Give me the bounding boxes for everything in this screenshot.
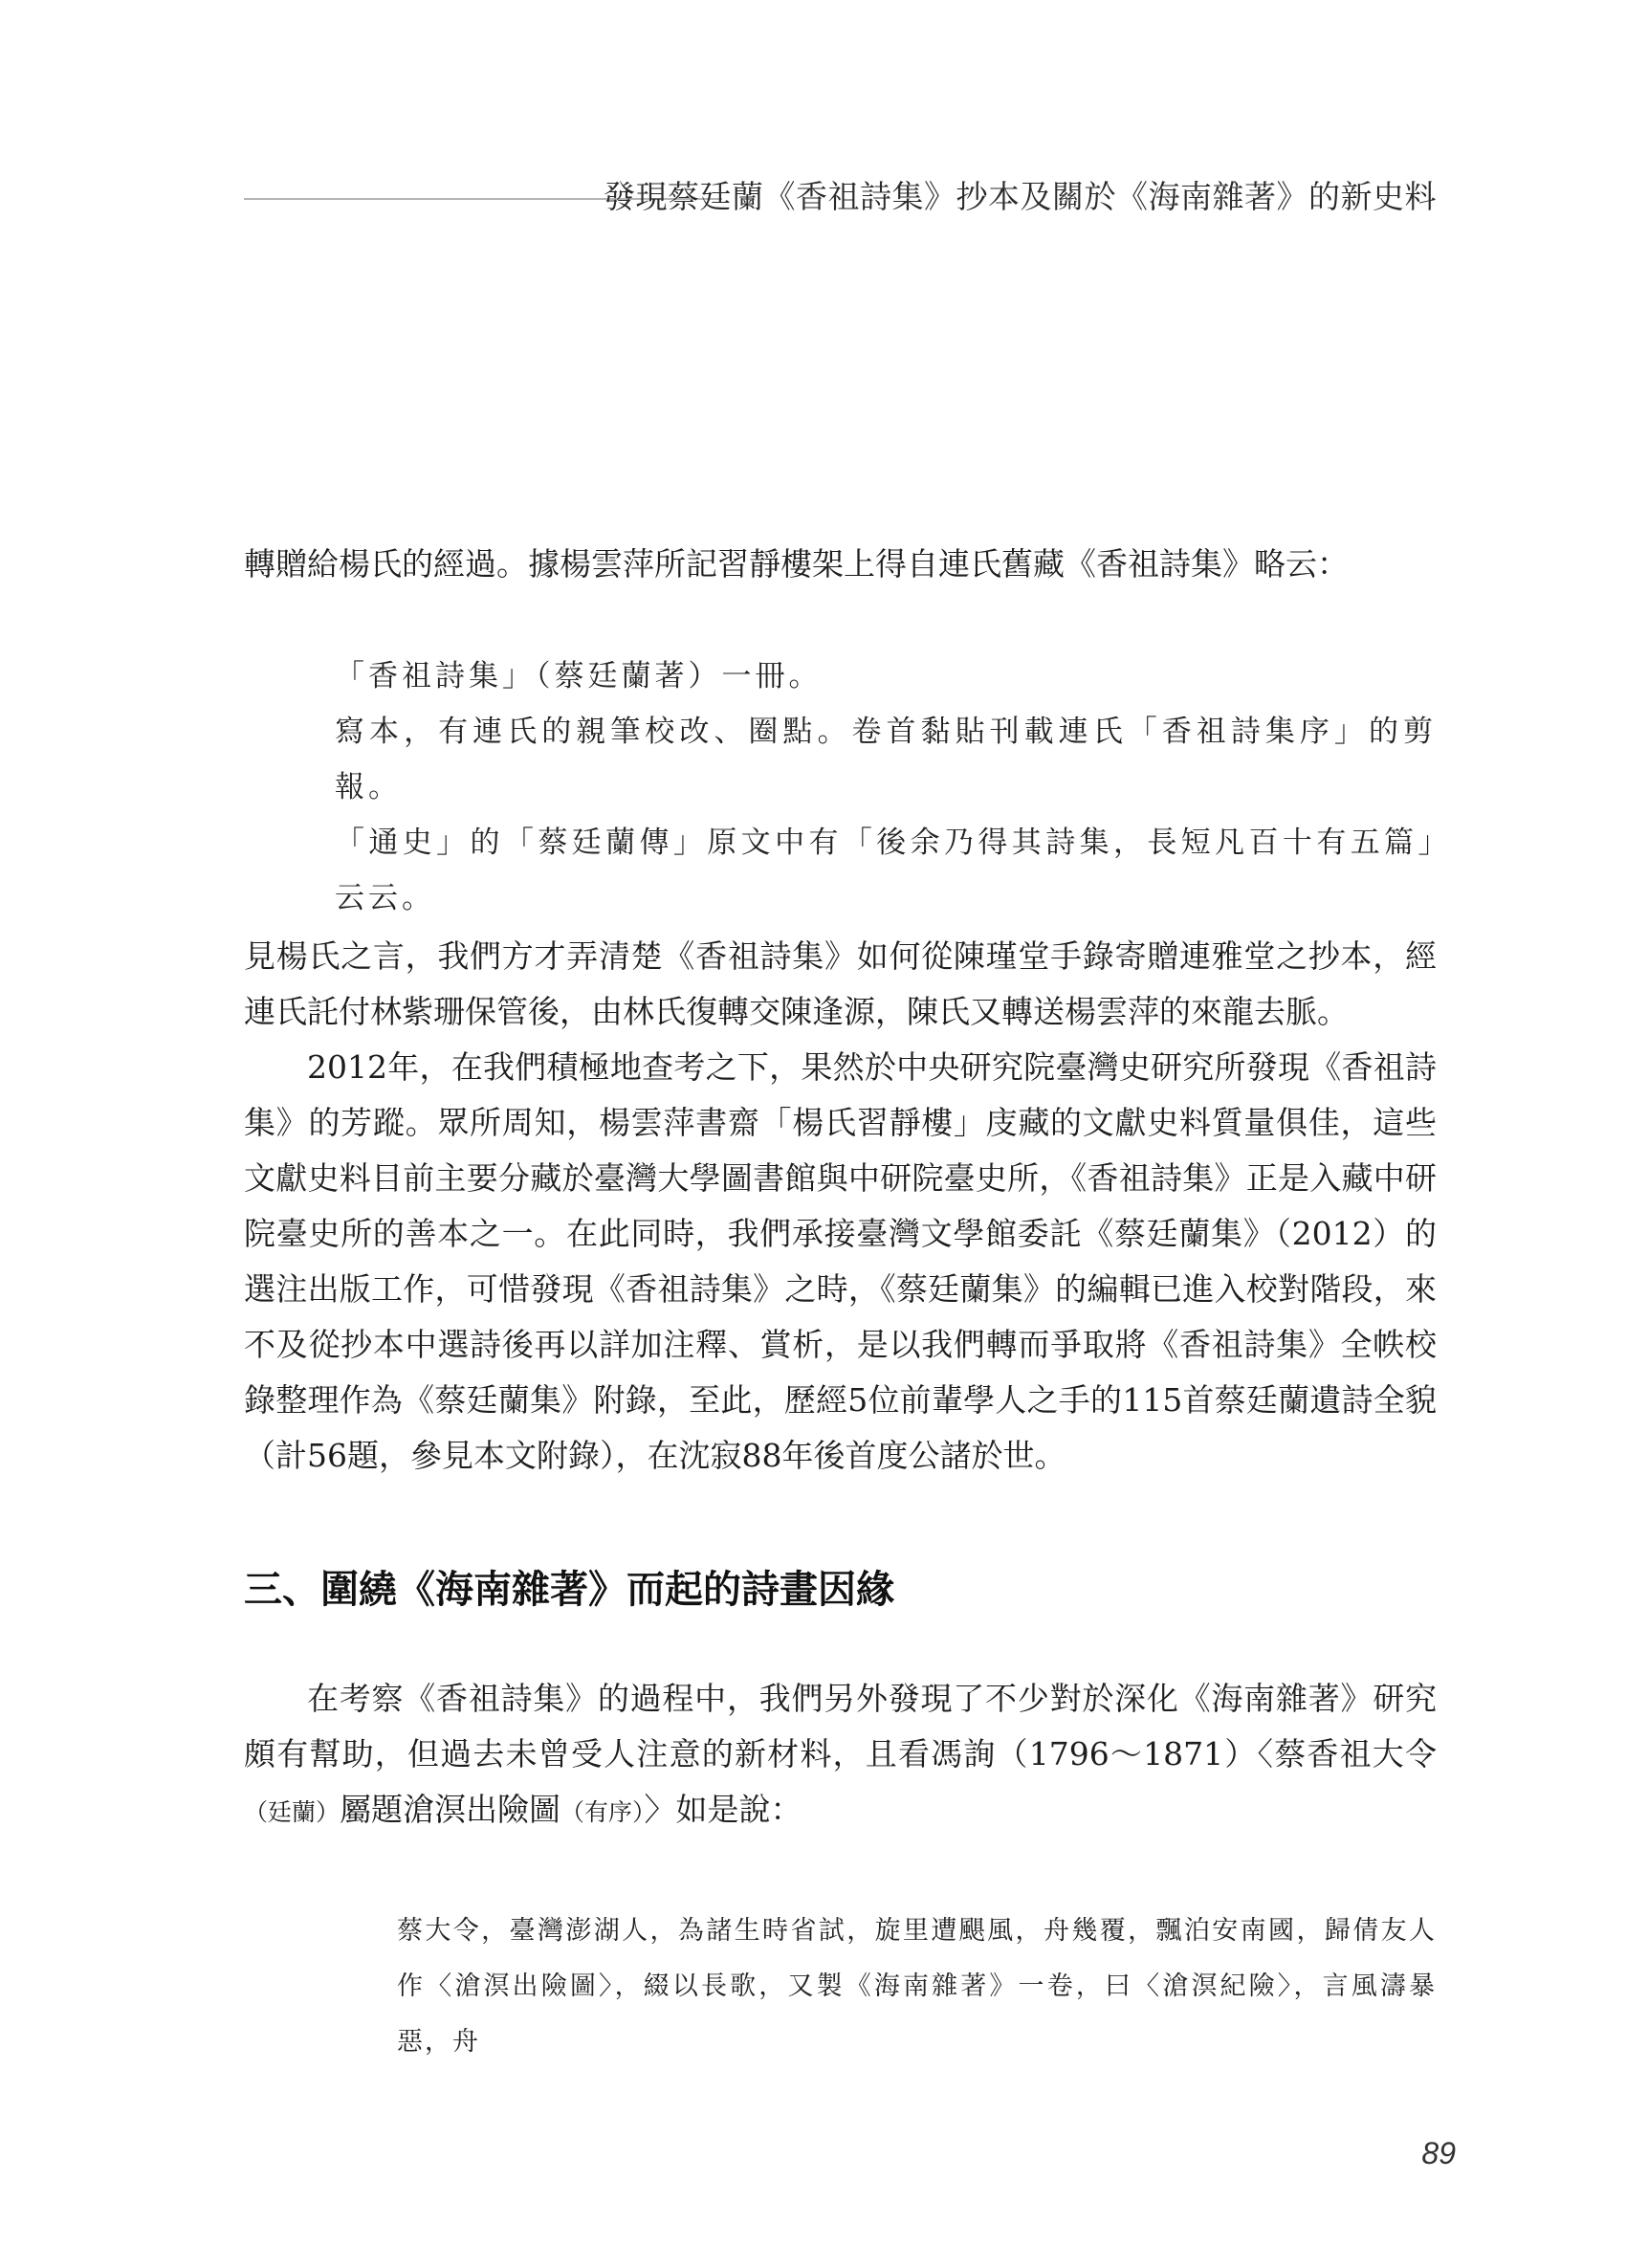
quote-line-3: 「通史」的「蔡廷蘭傳」原文中有「後余乃得其詩集，長短凡百十有五篇」云云。: [335, 826, 1437, 915]
paragraph-2: 見楊氏之言，我們方才弄清楚《香祖詩集》如何從陳瑾堂手錄寄贈連雅堂之抄本，經連氏託付林紫珊保管後，由林氏復轉交陳逢源，陳氏又轉送楊雲萍的來龍去脈。: [244, 937, 1437, 1030]
running-title: 發現蔡廷蘭《香祖詩集》抄本及關於《海南雜著》的新史料: [604, 178, 1437, 215]
paragraph-intro: [244, 537, 1437, 592]
intro-line: 轉贈給楊氏的經過。據楊雲萍所記習靜樓架上得自連氏舊藏《香祖詩集》略云：: [244, 545, 1349, 583]
block-quote-yang: [335, 649, 1437, 926]
p4-mid: 屬題滄溟出險圖: [340, 1791, 561, 1828]
block-quote-feng: 蔡大令，臺灣澎湖人，為諸生時省試，旋里遭颶風，舟幾覆，飄泊安南國，歸倩友人作〈滄溟出險圖〉，綴以長歌，又製《海南雜著》一卷，曰〈滄溟紀險〉，言風濤暴惡，舟: [397, 1916, 1437, 2057]
body-section: [244, 929, 1437, 1484]
p4-note-2: （有序）: [560, 1798, 645, 1826]
section-heading: 三、圍繞《海南雜著》而起的詩畫因緣: [244, 1568, 894, 1612]
p4-main: 在考察《香祖詩集》的過程中，我們另外發現了不少對於深化《海南雜著》研究頗有幫助，但過去未曾受人注意的新材料，且看馮詢（1796～1871）〈蔡香祖大令: [244, 1680, 1437, 1773]
paragraph-4: [244, 1671, 1437, 1840]
p4-note-1: （廷蘭）: [244, 1798, 341, 1826]
page-number: 89: [1421, 2136, 1456, 2170]
p4-end: 〉如是說：: [644, 1791, 802, 1828]
quote-line-1: 「香祖詩集」（蔡廷蘭著）一冊。: [335, 659, 823, 694]
quote-line-2: 寫本，有連氏的親筆校改、圈點。卷首黏貼刊載連氏「香祖詩集序」的剪報。: [335, 715, 1437, 804]
paragraph-3: 2012年，在我們積極地查考之下，果然於中央研究院臺灣史研究所發現《香祖詩集》的芳蹤。眾所周知，楊雲萍書齋「楊氏習靜樓」庋藏的文獻史料質量俱佳，這些文獻史料目前主要分藏於臺灣大學圖書館與中研院臺史所，《香祖詩集》正是入藏中研院臺史所的善本之一。在此同時，我們承接臺灣文學館委託《蔡廷蘭集》（2012）的選注出版工作，可惜發現《香祖詩集》之時，《蔡廷蘭集》的編輯已進入校對階段，來不及從抄本中選詩後再以詳加注釋、賞析，是以我們轉而爭取將《香祖詩集》全帙校錄整理作為《蔡廷蘭集》附錄，至此，歷經5位前輩學人之手的115首蔡廷蘭遺詩全貌（計56題，參見本文附錄），在沈寂88年後首度公諸於世。: [244, 1048, 1437, 1474]
